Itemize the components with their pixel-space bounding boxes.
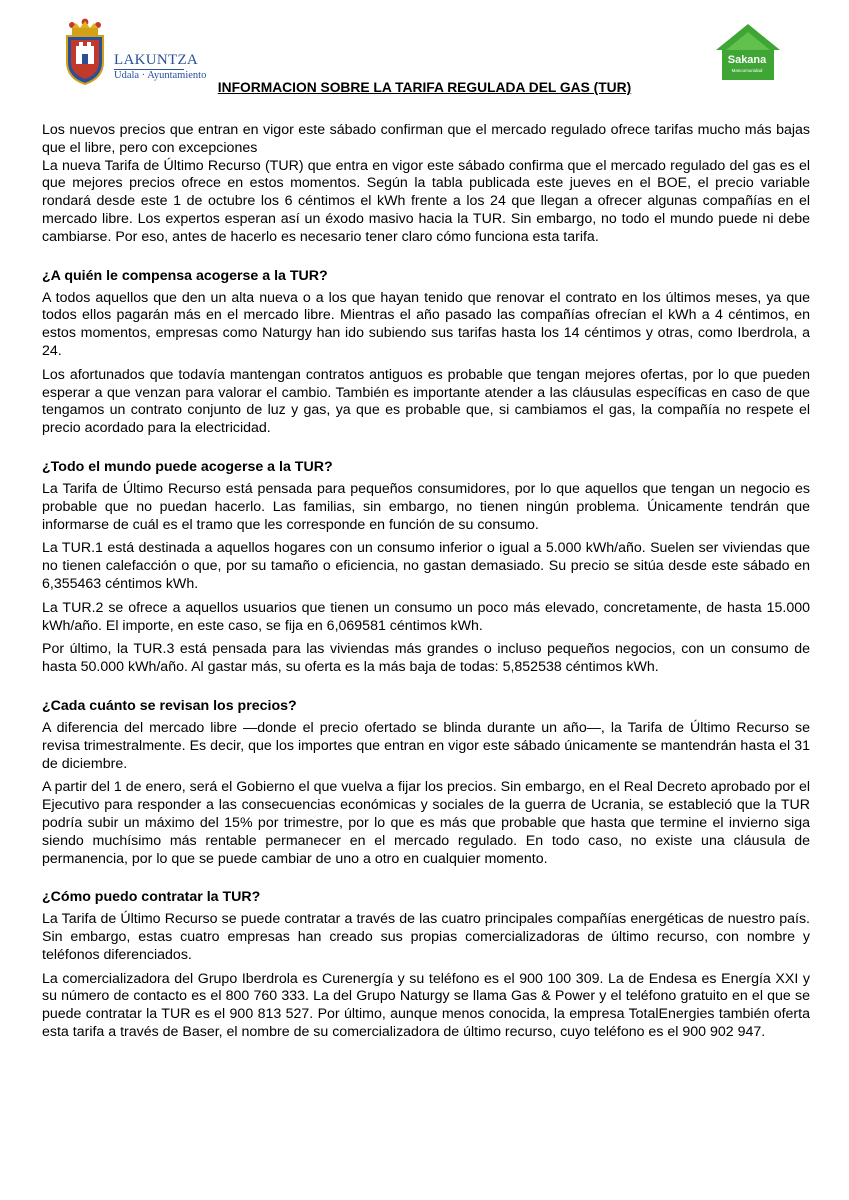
lakuntza-logo-subtitle: Udala · Ayuntamiento — [114, 70, 207, 81]
sakana-logo-name: Sakana — [727, 54, 767, 66]
section-paragraph: A partir del 1 de enero, será el Gobierno el que vuelva a fijar los precios. Sin embargo, en el Real Decreto aprobado por el Ejecutivo para responder a las consecuencias económicas y sociales de la guerra de Ucrania, se estableció que la TUR podría subir un máximo del 15% por trimestre, por lo que es más que probable que hasta que termine el invierno siga siendo muchísimo más rentable permanecer en el mercado regulado. En todo caso, no existe una cláusula de permanencia, por lo que se puede cambiar de uno a otro en cualquier momento. — [42, 779, 810, 867]
coat-of-arms-icon — [62, 18, 108, 86]
sakana-logo — [712, 20, 784, 82]
section-paragraph: Por último, la TUR.3 está pensada para las viviendas más grandes o incluso pequeños negocios, con un consumo de hasta 50.000 kWh/año. Al gastar más, su oferta es la más baja de todas: 5,852538 céntimos kWh. — [42, 641, 810, 676]
document-body — [42, 122, 810, 1048]
section-paragraph: La Tarifa de Último Recurso se puede contratar a través de las cuatro principales compañías energéticas de nuestro país. Sin embargo, estas cuatro empresas han creado sus propias comercializadoras de último recurso, con nombre y teléfonos diferenciados. — [42, 911, 810, 963]
sakana-logo-subtitle: Mancomunidad — [731, 68, 763, 73]
section-heading: ¿Todo el mundo puede acogerse a la TUR? — [42, 458, 333, 475]
section-paragraph: Los afortunados que todavía mantengan contratos antiguos es probable que tengan mejores ofertas, por lo que pueden esperar a que venzan para valorar el cambio. También es importante atender a las cláusulas específicas en caso de que tengamos un contrato conjunto de luz y gas, ya que es probable que, si cambiamos el gas, la compañía no respete el precio acordado para la electricidad. — [42, 366, 810, 437]
section-paragraph: A diferencia del mercado libre —donde el precio ofertado se blinda durante un año—, la Tarifa de Último Recurso se revisa trimestralmente. Es decir, que los importes que entran en vigor este sábado únicamente se mantendrán hasta el 31 de diciembre. — [42, 719, 810, 772]
lakuntza-logo-name: LAKUNTZA — [114, 52, 199, 68]
intro-summary: Los nuevos precios que entran en vigor este sábado confirman que el mercado regulado ofrece tarifas mucho más bajas que el libre, pero con excepciones — [42, 122, 810, 156]
intro-paragraph: La nueva Tarifa de Último Recurso (TUR) que entra en vigor este sábado confirma que el mercado regulado del gas es el que mejores precios ofrece en estos momentos. Según la tabla publicada este jueves en el BOE, el precio variable rondará desde este 1 de octubre los 6 céntimos el kWh frente a los 24 que llegan a ofrecer algunas compañías en el mercado libre. Los expertos esperan así un éxodo masivo hacia la TUR. Sin embargo, no todo el mundo puede ni debe cambiarse. Por eso, antes de hacerlo es necesario tener claro cómo funciona esta tarifa. — [42, 157, 810, 245]
section-paragraph: A todos aquellos que den un alta nueva o a los que hayan tenido que renovar el contrato en los últimos meses, ya que todos ellos pagarán más en el mercado libre. Mientras el año pasado las compañías ofrecían el kWh a 4 céntimos, en estos momentos, empresas como Naturgy han ido subiendo sus tarifas hasta los 14 céntimos y otras, como Iberdrola, a 24. — [42, 289, 810, 359]
section-heading: ¿Cada cuánto se revisan los precios? — [42, 697, 297, 714]
document-title: INFORMACION SOBRE LA TARIFA REGULADA DEL GAS (TUR) — [217, 80, 632, 95]
section-paragraph: La TUR.2 se ofrece a aquellos usuarios que tienen un consumo un poco más elevado, concretamente, de hasta 15.000 kWh/año. El importe, en este caso, se fija en 6,069581 céntimos kWh. — [42, 599, 810, 634]
lakuntza-logo — [62, 18, 232, 86]
section-paragraph: La TUR.1 está destinada a aquellos hogares con un consumo inferior o igual a 5.000 kWh/año. Suelen ser viviendas que no tienen calefacción o que, por su tamaño o eficiencia, no gastan demasiado. Su precio se sitúa desde este sábado en 6,355463 céntimos kWh. — [42, 540, 810, 592]
section-paragraph: La comercializadora del Grupo Iberdrola es Curenergía y su teléfono es el 900 100 309. La de Endesa es Energía XXI y su número de contacto es el 800 760 333. La del Grupo Naturgy se llama Gas & Power y el teléfono gratuito en el que se puede contratar la TUR es el 900 813 527. Por último, aunque menos conocida, la empresa TotalEnergies también oferta esta tarifa a través de Baser, el nombre de su comercializadora de último recurso, cuyo teléfono es el 900 902 947. — [42, 970, 810, 1041]
section-heading: ¿A quién le compensa acogerse a la TUR? — [42, 267, 328, 284]
section-paragraph: La Tarifa de Último Recurso está pensada para pequeños consumidores, por lo que aquellos que tengan un negocio es probable que no puedan hacerlo. Las familias, sin embargo, no tienen ningún problema. Únicamente tendrán que informarse de cuál es el tramo que les corresponde en función de su consumo. — [42, 480, 810, 533]
section-heading: ¿Cómo puedo contratar la TUR? — [42, 889, 261, 906]
